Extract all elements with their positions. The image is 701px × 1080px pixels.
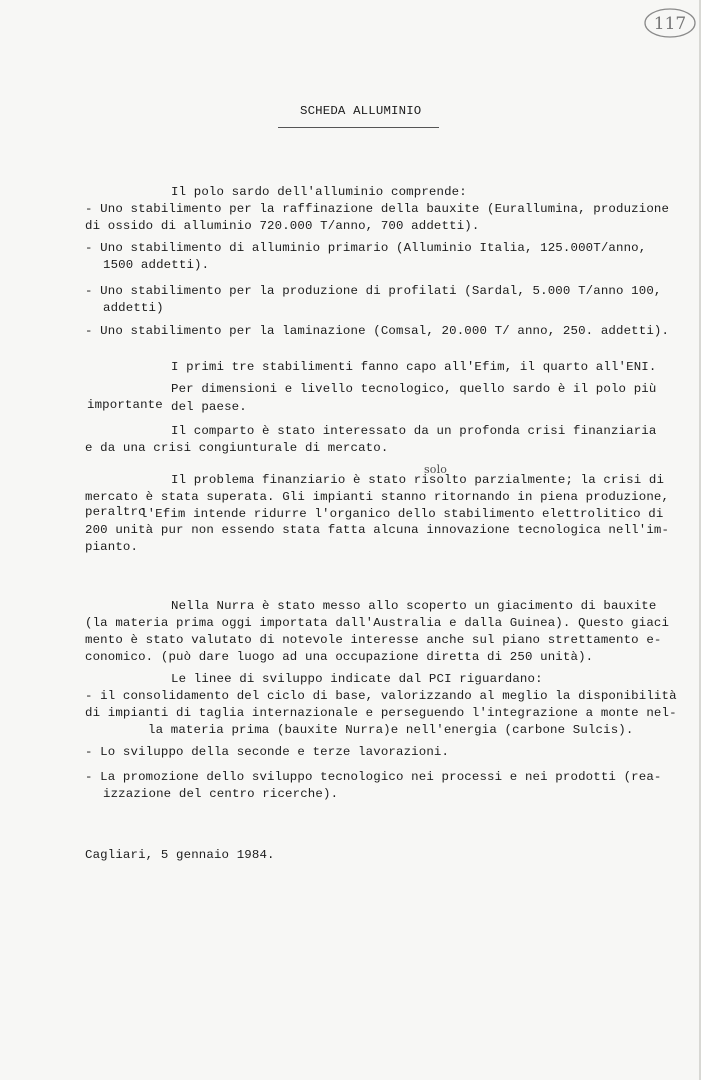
dimensions-label: importante <box>87 398 163 412</box>
crisis-line-2: e da una crisi congiunturale di mercato. <box>85 441 389 455</box>
pci-item-2: - Lo sviluppo della seconde e terze lavorazioni. <box>85 745 450 759</box>
plant-2-line-1: - Uno stabilimento di alluminio primario (Alluminio Italia, 125.000T/anno, <box>85 241 647 255</box>
page-number-stamp <box>641 6 697 40</box>
signoff-date: Cagliari, 5 gennaio 1984. <box>85 848 275 862</box>
handwritten-correction: solo <box>424 463 448 476</box>
nurra-line-1: Nella Nurra è stato messo allo scoperto un giacimento di bauxite <box>171 599 657 613</box>
document-title: SCHEDA ALLUMINIO <box>300 104 422 118</box>
financial-line-1: Il problema finanziario è stato risolto parzialmente; la crisi di <box>171 473 665 487</box>
efim-eni-text: I primi tre stabilimenti fanno capo all'Efim, il quarto all'ENI. <box>171 360 657 374</box>
financial-line-3-prefix: peraltro <box>85 505 146 519</box>
pci-item-3-line-2: izzazione del centro ricerche). <box>103 787 339 801</box>
plant-1-line-1: - Uno stabilimento per la raffinazione della bauxite (Eurallumina, produzione <box>85 202 670 216</box>
plant-2-line-2: 1500 addetti). <box>103 258 210 272</box>
dimensions-line-1: Per dimensioni e livello tecnologico, quello sardo è il polo più <box>171 382 657 396</box>
pci-intro: Le linee di sviluppo indicate dal PCI riguardano: <box>171 672 543 686</box>
financial-line-2: mercato è stata superata. Gli impianti stanno ritornando in piena produzione, <box>85 490 670 504</box>
crisis-line-1: Il comparto è stato interessato da un profonda crisi finanziaria <box>171 424 657 438</box>
intro-text: Il polo sardo dell'alluminio comprende: <box>171 185 467 199</box>
page-number: 117 <box>653 14 687 34</box>
financial-line-4: 200 unità pur non essendo stata fatta alcuna innovazione tecnologica nell'im- <box>85 523 670 537</box>
plant-4-line-1: - Uno stabilimento per la laminazione (Comsal, 20.000 T/ anno, 250. addetti). <box>85 324 670 338</box>
nurra-line-4: conomico. (può dare luogo ad una occupazione diretta di 250 unità). <box>85 650 594 664</box>
dimensions-line-2: del paese. <box>171 400 247 414</box>
pci-item-1-line-1: - il consolidamento del ciclo di base, valorizzando al meglio la disponibilità <box>85 689 677 703</box>
financial-line-5: pianto. <box>85 540 139 554</box>
plant-1-line-2: di ossido di alluminio 720.000 T/anno, 700 addetti). <box>85 219 480 233</box>
plant-3-line-2: addetti) <box>103 301 164 315</box>
nurra-line-2: (la materia prima oggi importata dall'Australia e dalla Guinea). Questo giaci <box>85 616 670 630</box>
financial-line-3: l'Efim intende ridurre l'organico dello stabilimento elettrolitico di <box>140 507 664 521</box>
plant-3-line-1: - Uno stabilimento per la produzione di profilati (Sardal, 5.000 T/anno 100, <box>85 284 662 298</box>
page-number-circle-icon <box>641 6 697 40</box>
pci-item-3-line-1: - La promozione dello sviluppo tecnologico nei processi e nei prodotti (rea- <box>85 770 662 784</box>
pci-item-1-line-2: di impianti di taglia internazionale e perseguendo l'integrazione a monte nel- <box>85 706 677 720</box>
pci-item-1-line-3: la materia prima (bauxite Nurra)e nell'energia (carbone Sulcis). <box>148 723 634 737</box>
nurra-line-3: mento è stato valutato di notevole interesse anche sul piano strettamento e- <box>85 633 662 647</box>
title-underline <box>278 127 439 128</box>
